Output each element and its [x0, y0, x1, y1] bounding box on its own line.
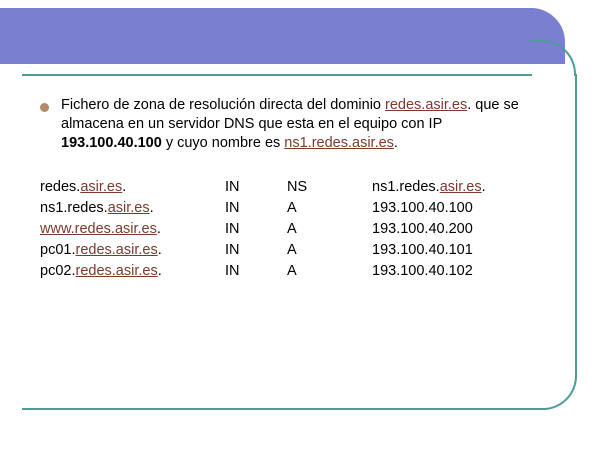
record-name: [40, 219, 225, 240]
record-type: A: [287, 242, 297, 258]
zone-record-row: [40, 240, 560, 261]
record-value-prefix: 193.100.40.102: [372, 263, 473, 279]
record-name-prefix: pc01.: [40, 242, 76, 258]
ip-address-value: 193.100.40.100: [61, 135, 162, 151]
record-type: A: [287, 263, 297, 279]
bullet-paragraph: [61, 96, 527, 153]
record-name-prefix: ns1.redes.: [40, 200, 108, 216]
record-class: IN: [225, 179, 240, 195]
record-value: [372, 240, 552, 261]
record-value: [372, 198, 552, 219]
record-class: IN: [225, 242, 240, 258]
slide-content: [40, 96, 560, 282]
record-name: [40, 261, 225, 282]
record-name-prefix: pc02.: [40, 263, 76, 279]
header-banner: [0, 8, 565, 64]
record-class: IN: [225, 263, 240, 279]
record-value-prefix: 193.100.40.200: [372, 221, 473, 237]
domain-link-redes-asir-es[interactable]: redes.asir.es: [385, 97, 468, 113]
record-name-prefix: redes.: [40, 179, 81, 195]
record-value-suffix: .: [481, 179, 486, 195]
hostname-link-ns1-redes-asir-es[interactable]: ns1.redes.asir.es: [284, 135, 394, 151]
record-name-link[interactable]: www.redes.asir.es: [40, 221, 157, 237]
zone-record-row: [40, 219, 560, 240]
record-value-link[interactable]: asir.es: [439, 179, 482, 195]
record-name: [40, 198, 225, 219]
bullet-text-segment: y cuyo nombre es: [161, 135, 285, 151]
record-value: [372, 261, 552, 282]
record-name-suffix: .: [156, 221, 161, 237]
bullet-dot-icon: [40, 103, 49, 112]
frame-corner-top-right: [530, 40, 576, 76]
record-type: A: [287, 200, 297, 216]
record-name-link[interactable]: asir.es: [107, 200, 150, 216]
record-value: [372, 219, 552, 240]
bullet-text-segment: . que se almacena en un servidor DNS que esta en el equipo con IP: [61, 97, 519, 132]
record-name: [40, 177, 225, 198]
record-name: [40, 240, 225, 261]
record-name-link[interactable]: redes.asir.es: [75, 263, 158, 279]
record-type: NS: [287, 179, 308, 195]
record-value-prefix: 193.100.40.101: [372, 242, 473, 258]
record-name-suffix: .: [149, 200, 154, 216]
record-value: [372, 177, 552, 198]
record-value-prefix: 193.100.40.100: [372, 200, 473, 216]
zone-record-row: [40, 261, 560, 282]
zone-record-row: [40, 177, 560, 198]
record-name-link[interactable]: redes.asir.es: [75, 242, 158, 258]
zone-file-listing: [40, 177, 560, 282]
bullet-item: [40, 96, 560, 153]
record-name-suffix: .: [157, 242, 162, 258]
bullet-text-segment: .: [393, 135, 398, 151]
record-value-prefix: ns1.redes.: [372, 179, 440, 195]
record-class: IN: [225, 200, 240, 216]
record-class: IN: [225, 221, 240, 237]
record-name-suffix: .: [122, 179, 127, 195]
record-name-suffix: .: [157, 263, 162, 279]
bullet-text-segment: Fichero de zona de resolución directa del dominio: [61, 97, 386, 113]
record-name-link[interactable]: asir.es: [80, 179, 123, 195]
record-type: A: [287, 221, 297, 237]
zone-record-row: [40, 198, 560, 219]
